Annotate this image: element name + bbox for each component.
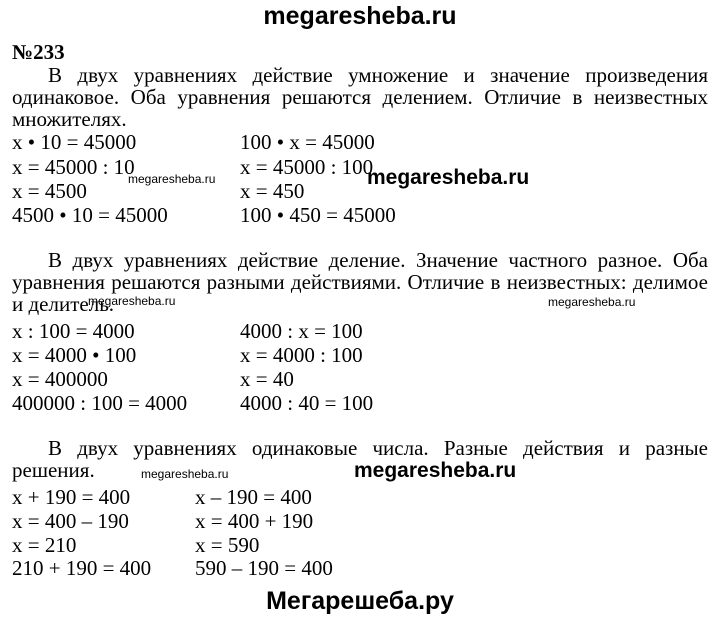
section-3-left-line-2: x = 400 – 190 [12,509,129,533]
section-1-right-line-3: x = 450 [240,179,305,203]
section-3-text: В двух уравнениях одинаковые числа. Разные действия и разные решения. [12,436,708,482]
watermark-bold: megaresheba.ru [367,166,530,189]
section-2-text: В двух уравнениях действие деление. Значение частного разное. Оба уравнения решаются разными действиями. Отличие в неизвестных: делимое и делитель. [12,248,708,316]
section-1-left-line-2: x = 45000 : 10 [12,155,135,179]
section-1-left-line-4: 4500 • 10 = 45000 [12,203,168,227]
task-number: №233 [12,40,65,64]
watermark-small: megaresheba.ru [88,294,176,308]
site-footer: Мегарешеба.ру [266,587,454,615]
section-3-right-line-1: x – 190 = 400 [195,485,312,509]
watermark-small: megaresheba.ru [128,172,216,186]
section-2-left-line-3: x = 400000 [12,367,108,391]
section-2-right-line-3: x = 40 [240,367,294,391]
section-1-text: В двух уравнениях действие умножение и значение произведения одинаковое. Оба уравнения решаются делением. Отличие в неизвестных множителях. [12,63,708,131]
section-3-left-line-3: x = 210 [12,533,77,557]
section-3-right-line-2: x = 400 + 190 [195,509,314,533]
section-1-left-line-3: x = 4500 [12,179,87,203]
watermark-bold: megaresheba.ru [354,459,517,482]
watermark-small: megaresheba.ru [141,467,229,481]
section-3-right-line-4: 590 – 190 = 400 [195,556,333,580]
section-2-right-line-2: x = 4000 : 100 [240,343,363,367]
section-2-right-line-1: 4000 : x = 100 [240,319,363,343]
section-2-left-line-2: x = 4000 • 100 [12,343,137,367]
section-1-left-line-1: x • 10 = 45000 [12,130,137,154]
section-2-left-line-4: 400000 : 100 = 4000 [12,391,188,415]
section-2-left-line-1: x : 100 = 4000 [12,319,135,343]
site-header: megaresheba.ru [263,2,457,30]
watermark-small: megaresheba.ru [548,295,636,309]
section-1-right-line-1: 100 • x = 45000 [240,130,375,154]
section-1-right-line-2: x = 45000 : 100 [240,155,374,179]
section-1-right-line-4: 100 • 450 = 45000 [240,203,396,227]
section-3-left-line-1: x + 190 = 400 [12,485,131,509]
section-2-right-line-4: 4000 : 40 = 100 [240,391,374,415]
section-3-right-line-3: x = 590 [195,533,260,557]
section-3-left-line-4: 210 + 190 = 400 [12,556,152,580]
